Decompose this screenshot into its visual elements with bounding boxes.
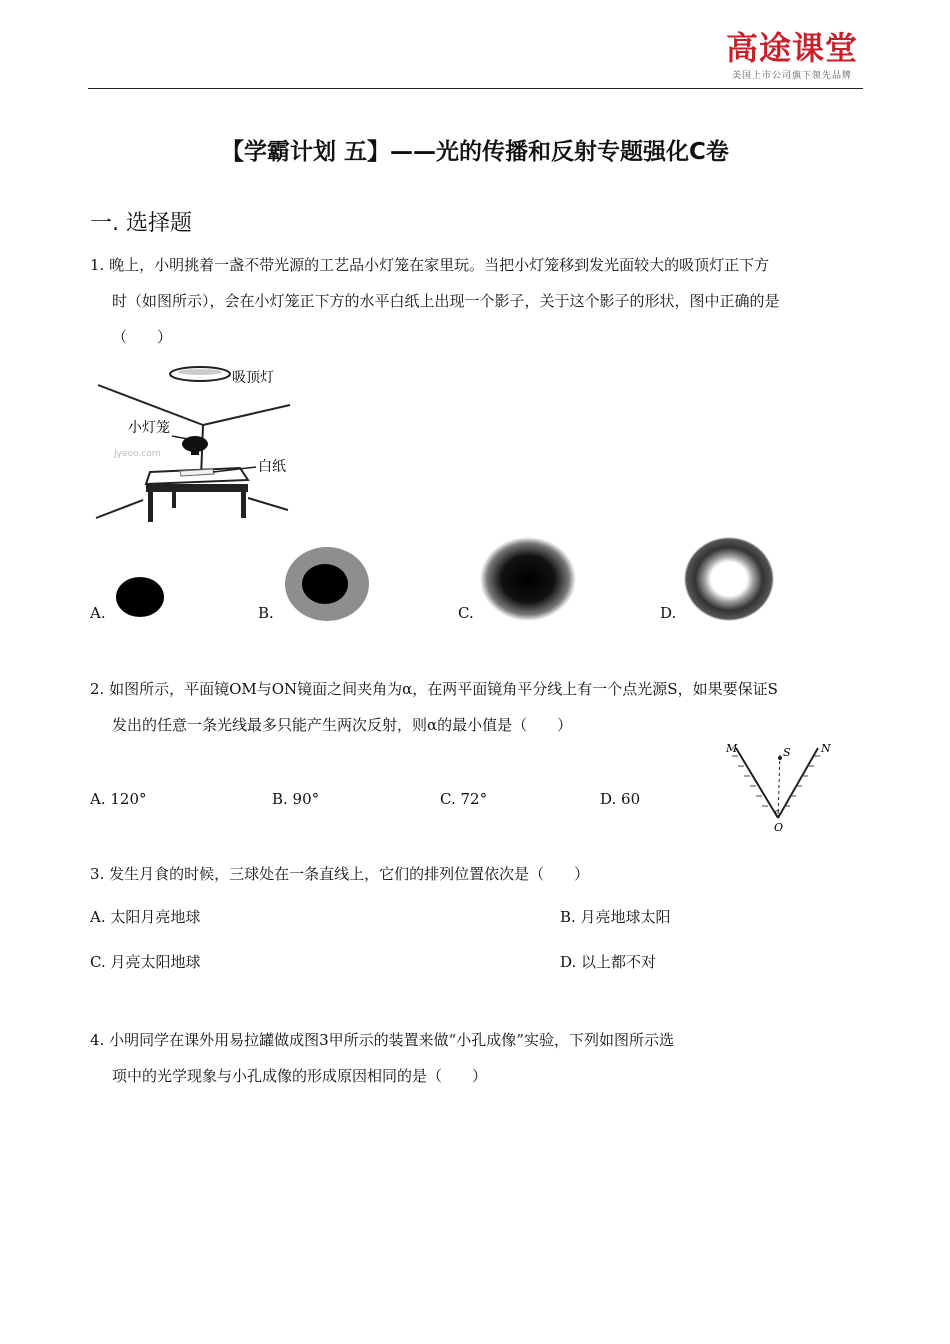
lantern-label: 小灯笼	[128, 420, 170, 436]
brand-name: 高途课堂	[725, 29, 858, 67]
question-3-option-a: A. 太阳月亮地球	[90, 908, 201, 926]
brand-tagline: 美国上市公司旗下领先品牌	[731, 71, 852, 81]
mirror-diagram	[722, 738, 842, 834]
label-o: O	[774, 821, 784, 834]
mirror-om	[736, 748, 778, 818]
blurred-dark-disc-icon	[478, 536, 578, 622]
label-s: S	[783, 746, 791, 759]
section-heading: 一. 选择题	[90, 211, 192, 236]
label-m: M	[726, 742, 738, 755]
dark-ring-bright-center-icon	[683, 536, 775, 622]
question-1	[90, 247, 865, 355]
paper-label: 白纸	[258, 459, 286, 475]
label-n: N	[821, 742, 831, 755]
question-4-line-1: 4. 小明同学在课外用易拉罐做成图3甲所示的装置来做“小孔成像”实验，下列如图所示选	[90, 1031, 674, 1049]
black-disc-gray-halo-icon	[283, 546, 371, 622]
question-4	[90, 1022, 865, 1094]
question-3-line-1: 3. 发生月食的时候，三球处在一条直线上，它们的排列位置依次是（ ）	[90, 865, 590, 883]
question-4-line-2: 项中的光学现象与小孔成像的形成原因相同的是（ ）	[112, 1067, 488, 1085]
question-3	[90, 856, 865, 892]
question-1-option-d-label: D.	[660, 604, 677, 622]
question-2-line-2: 发出的任意一条光线最多只能产生两次反射，则α的最小值是（ ）	[112, 716, 573, 734]
question-1-figure	[88, 360, 298, 530]
header-divider	[88, 88, 863, 89]
question-1-line-2: 时（如图所示），会在小灯笼正下方的水平白纸上出现一个影子，关于这个影子的形状，图中正确的是	[112, 292, 780, 310]
question-1-option-b-label: B.	[258, 604, 274, 622]
question-3-option-b: B. 月亮地球太阳	[560, 908, 671, 926]
question-1-line-1: 1. 晚上，小明挑着一盏不带光源的工艺品小灯笼在家里玩。当把小灯笼移到发光面较大的吸顶灯正下方	[90, 256, 770, 274]
question-2-option-d: D. 60	[600, 790, 641, 808]
question-2-option-b: B. 90°	[272, 790, 320, 808]
lamp-label: 吸顶灯	[232, 370, 274, 386]
question-3-option-c: C. 月亮太阳地球	[90, 953, 201, 971]
table-icon	[146, 468, 248, 522]
brand-logo	[726, 30, 858, 81]
question-2-line-1: 2. 如图所示，平面镜OM与ON镜面之间夹角为α，在两平面镜角平分线上有一个点光源S，如果要保证S	[90, 680, 778, 698]
solid-black-disc-icon	[113, 576, 168, 621]
question-1-line-3: （ ）	[112, 328, 173, 346]
question-3-option-d: D. 以上都不对	[560, 953, 657, 971]
label-alpha: α	[775, 808, 780, 816]
question-1-option-c-label: C.	[458, 604, 474, 622]
question-2	[90, 671, 865, 743]
ceiling-lamp-icon	[170, 367, 230, 381]
page-title: 【学霸计划 五】——光的传播和反射专题强化C卷	[221, 139, 729, 165]
question-1-option-a-label: A.	[90, 604, 106, 622]
question-2-option-a: A. 120°	[90, 790, 147, 808]
question-2-option-c: C. 72°	[440, 790, 488, 808]
watermark: Jyeoo.com	[114, 449, 161, 459]
